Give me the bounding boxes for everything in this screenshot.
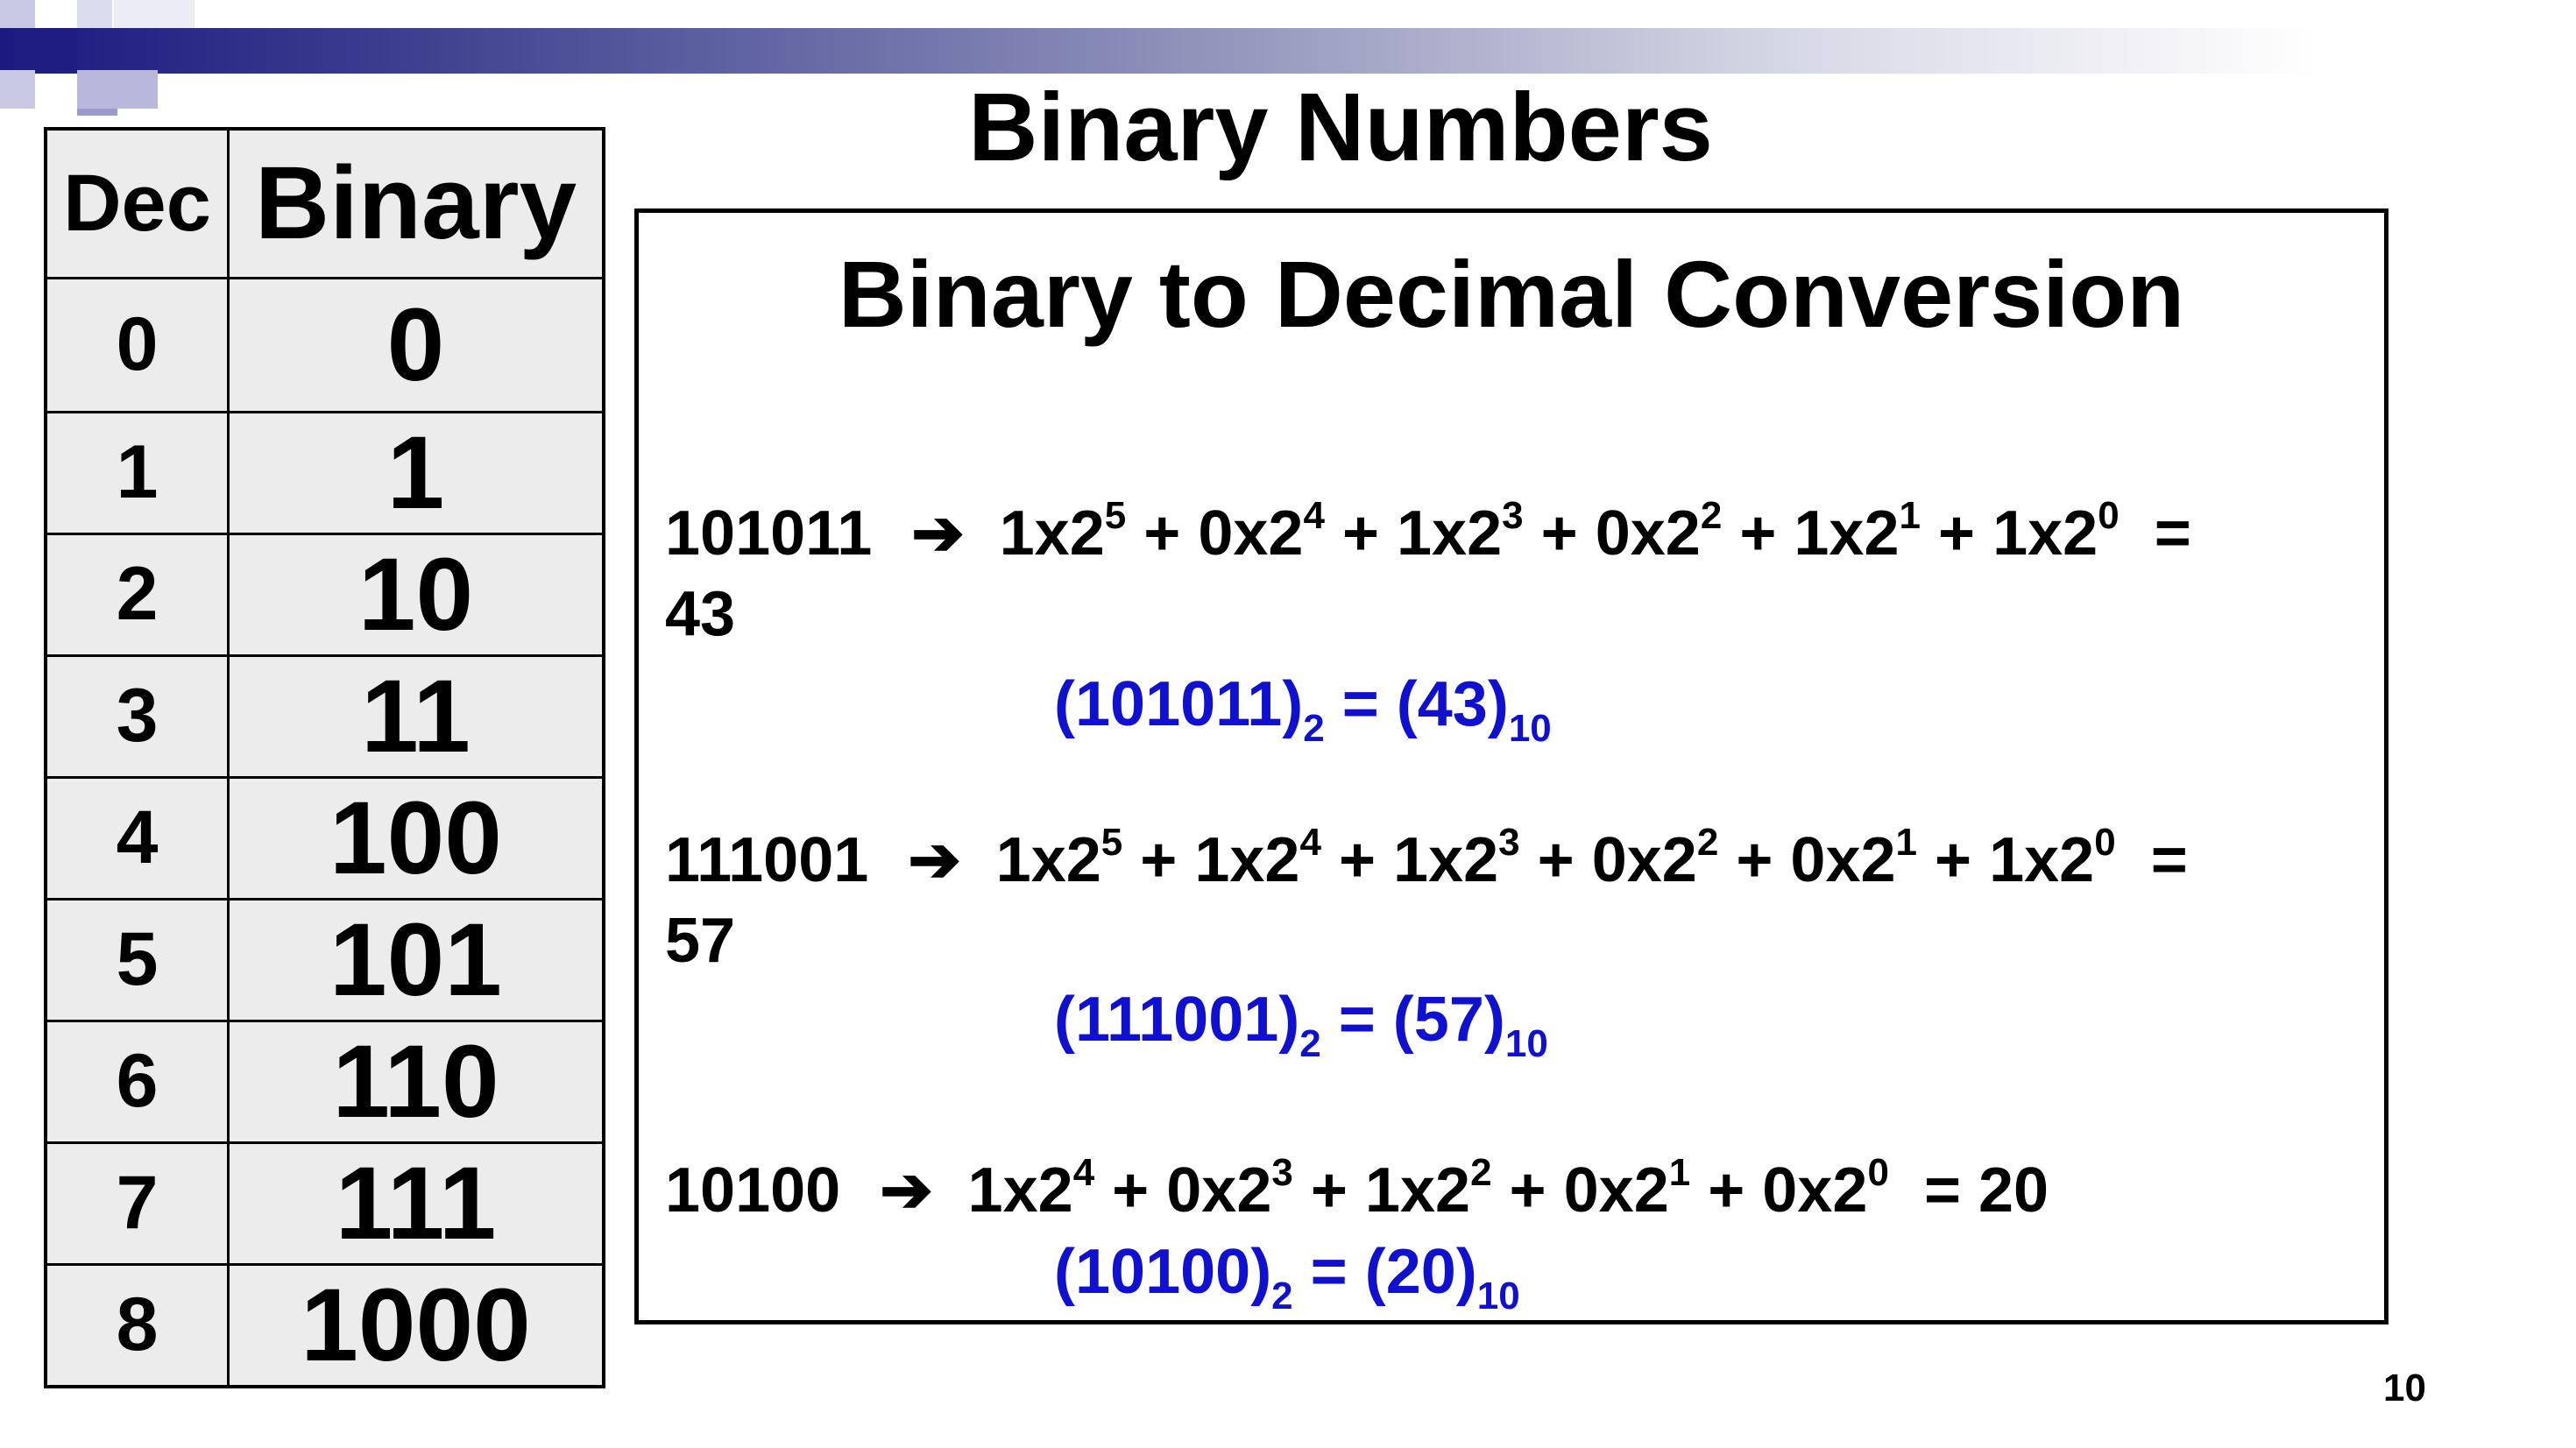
dec-cell: 4 <box>46 777 229 899</box>
binary-cell: 101 <box>229 899 605 1021</box>
dec-cell: 6 <box>46 1021 229 1142</box>
page-number: 10 <box>2383 1367 2426 1409</box>
example-equation-3: 10100 ➔ $1x2^4 + 0x2^3 + 1x2^2 + 0x2^1 + 0x2^0 = 20$ <box>665 1150 2382 1231</box>
term: $1x2^5$ <box>995 821 1123 895</box>
term: $1x2^4$ <box>1194 821 1321 895</box>
binary-cell: 1 <box>229 412 605 533</box>
term: $0x2^2$ <box>1591 821 1719 895</box>
term: $1x2^2$ <box>1364 1151 1492 1226</box>
term: $0x2^0$ <box>1762 1151 1889 1226</box>
equals-sign: = <box>2154 498 2191 569</box>
arrow-right-icon: ➔ <box>880 1155 933 1226</box>
binary-cell: 111 <box>229 1142 605 1264</box>
binary-cell: 100 <box>229 777 605 899</box>
header-decor-square <box>35 28 77 70</box>
table-row <box>46 899 604 1021</box>
header-gradient-bar <box>0 28 2576 74</box>
header-decor-square <box>114 0 195 28</box>
term: $0x2^4$ <box>1198 494 1325 569</box>
header-binary: Binary <box>229 129 605 278</box>
term: $0x2^1$ <box>1563 1151 1691 1226</box>
table-row <box>46 777 604 899</box>
term: $1x2^5$ <box>999 494 1127 569</box>
slide-title: Binary Numbers <box>968 74 1713 181</box>
table-row <box>46 278 604 412</box>
table-row <box>46 533 604 655</box>
decimal-value: 43 <box>665 579 736 649</box>
box-title: Binary to Decimal Conversion <box>838 241 2185 347</box>
term: $1x2^1$ <box>1794 494 1921 569</box>
table-row <box>46 1142 604 1264</box>
header-dec: Dec <box>46 129 229 278</box>
term: $1x2^0$ <box>1992 494 2120 569</box>
table-row <box>46 412 604 533</box>
dec-cell: 7 <box>46 1142 229 1264</box>
term: $0x2^3$ <box>1166 1151 1293 1226</box>
arrow-right-icon: ➔ <box>908 825 961 895</box>
binary-cell: 0 <box>229 278 605 412</box>
equals-sign: = <box>2150 825 2188 895</box>
header-decor-square <box>77 0 112 28</box>
dec-cell: 8 <box>46 1264 229 1387</box>
result-line-3: $(10100)_2 = (20)_{10}$ <box>1054 1237 1520 1317</box>
binary-cell: 11 <box>229 655 605 777</box>
decimal-value: 57 <box>665 906 736 976</box>
binary-input: 111001 <box>665 825 869 895</box>
example-equation-1: 101011 ➔ $1x2^5 + 0x2^4 + 1x2^3 + 0x2^2 + 1x2^1 + 1x2^0$ = 43 <box>665 494 2191 649</box>
term: $1x2^0$ <box>1989 821 2116 895</box>
conversion-box <box>634 208 2388 1324</box>
term: $0x2^2$ <box>1595 494 1723 569</box>
example-equation-2: 111001 ➔ $1x2^5 + 1x2^4 + 1x2^3 + 0x2^2 + 0x2^1 + 1x2^0$ = 57 <box>665 821 2188 976</box>
binary-input: 101011 <box>665 498 873 569</box>
header-decor-square <box>0 0 35 28</box>
table-header-row <box>46 129 604 278</box>
dec-cell: 2 <box>46 533 229 655</box>
result-line-2: $(111001)_2 = (57)_{10}$ <box>1054 985 1548 1065</box>
dec-cell: 0 <box>46 278 229 412</box>
dec-cell: 3 <box>46 655 229 777</box>
dec-binary-table <box>44 127 605 1388</box>
term: $1x2^3$ <box>1397 494 1524 569</box>
binary-cell: 110 <box>229 1021 605 1142</box>
binary-input: 10100 <box>665 1155 841 1226</box>
term: $0x2^1$ <box>1790 821 1918 895</box>
binary-cell: 1000 <box>229 1264 605 1387</box>
dec-cell: 1 <box>46 412 229 533</box>
term: $1x2^4$ <box>967 1151 1095 1226</box>
table-row <box>46 1264 604 1387</box>
binary-cell: 10 <box>229 533 605 655</box>
term: $1x2^3$ <box>1393 821 1520 895</box>
arrow-right-icon: ➔ <box>911 498 965 569</box>
result-line-1: $(101011)_2 = (43)_{10}$ <box>1054 669 1552 750</box>
dec-cell: 5 <box>46 899 229 1021</box>
table-row <box>46 655 604 777</box>
table-row <box>46 1021 604 1142</box>
equals-sign: = 20 <box>1923 1155 2049 1226</box>
